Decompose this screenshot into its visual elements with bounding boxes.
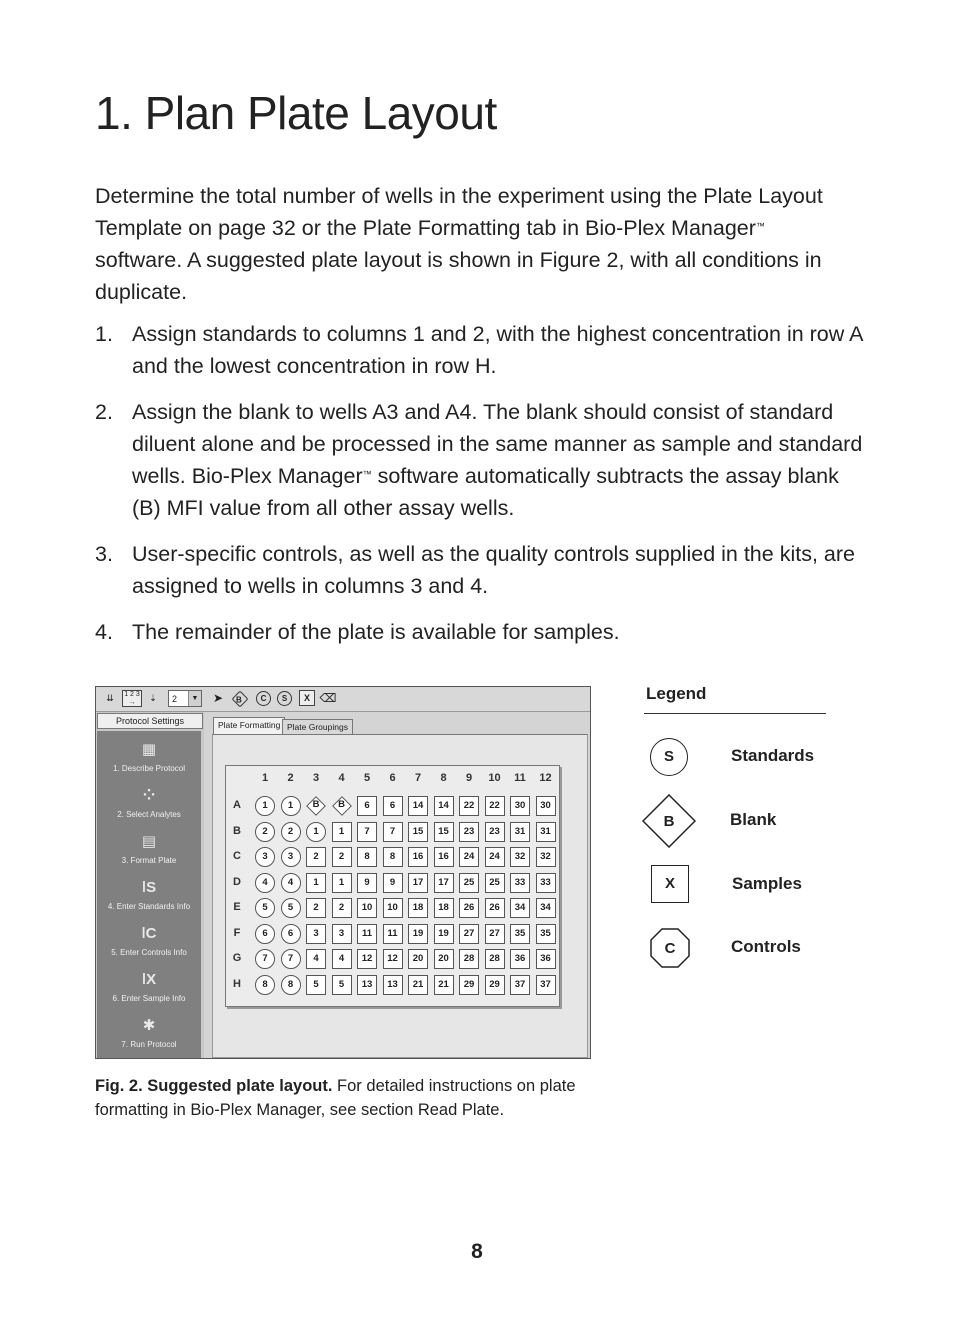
- plate-well[interactable]: 37: [510, 975, 530, 995]
- plate-well[interactable]: 10: [357, 898, 377, 918]
- plate-well[interactable]: 4: [332, 949, 352, 969]
- page-title: 1. Plan Plate Layout: [95, 87, 497, 139]
- plate-well[interactable]: 1: [306, 873, 326, 893]
- control-tool-icon[interactable]: C: [256, 691, 271, 706]
- plate-well[interactable]: 2: [306, 847, 326, 867]
- sample-tool-icon[interactable]: X: [299, 690, 315, 706]
- row-header[interactable]: H: [233, 977, 241, 990]
- fill-direction-label: 1 2 3: [124, 691, 140, 698]
- plate-well[interactable]: 5: [281, 898, 301, 918]
- plate-well[interactable]: 31: [510, 822, 530, 842]
- plate-well[interactable]: [306, 796, 326, 816]
- blank-tool-icon[interactable]: B: [232, 691, 249, 708]
- select-analytes-icon: ⁘: [142, 787, 156, 804]
- software-screenshot: [95, 686, 591, 1059]
- plate-formatting-panel: [212, 734, 588, 1058]
- row-header[interactable]: E: [233, 901, 241, 913]
- legend-label-standards: Standards: [731, 746, 815, 765]
- tab-plate-groupings[interactable]: Plate Groupings: [282, 719, 353, 734]
- tab-plate-formatting[interactable]: Plate Formatting: [213, 717, 285, 735]
- step-text: Assign standards to columns 1 and 2, with the highest concentration in row A and the lowest concentration in row H.: [132, 322, 863, 378]
- blank-symbol-letter: B: [663, 813, 675, 830]
- plate-well[interactable]: 29: [485, 975, 505, 995]
- column-header[interactable]: 12: [539, 772, 552, 784]
- plate-well[interactable]: 19: [408, 924, 428, 944]
- plate-well[interactable]: 3: [332, 924, 352, 944]
- plate-well[interactable]: 12: [357, 949, 377, 969]
- plate-well[interactable]: 2: [306, 898, 326, 918]
- steps-list: [95, 318, 865, 662]
- blank-symbol-icon: [642, 794, 696, 848]
- plate-well[interactable]: 17: [434, 873, 454, 893]
- protocol-steps-panel: [97, 731, 201, 1058]
- plate-well[interactable]: 2: [332, 847, 352, 867]
- plate-well[interactable]: 24: [485, 847, 505, 867]
- format-plate-icon: ▤: [141, 833, 157, 850]
- plate-well[interactable]: 3: [281, 847, 301, 867]
- step-run-protocol[interactable]: ✱ 7. Run Protocol: [97, 1017, 201, 1049]
- describe-protocol-icon: ▦: [141, 741, 157, 758]
- protocol-settings-header[interactable]: Protocol Settings: [97, 713, 203, 729]
- plate-well[interactable]: 8: [357, 847, 377, 867]
- plate-well[interactable]: 6: [281, 924, 301, 944]
- fill-down-icon[interactable]: ⇣: [149, 693, 157, 703]
- row-header[interactable]: C: [233, 850, 241, 862]
- plate-well[interactable]: 1: [332, 873, 352, 893]
- step-enter-standards[interactable]: ǀS 4. Enter Standards Info: [97, 879, 201, 911]
- plate-well[interactable]: 22: [459, 796, 479, 816]
- step-select-analytes[interactable]: ⁘ 2. Select Analytes: [97, 787, 201, 819]
- list-item: [95, 318, 865, 382]
- plate-well[interactable]: 22: [485, 796, 505, 816]
- plate-well[interactable]: 26: [485, 898, 505, 918]
- plate-well[interactable]: 25: [459, 873, 479, 893]
- plate-well[interactable]: 12: [383, 949, 403, 969]
- controls-info-icon: ǀC: [141, 925, 157, 942]
- plate-well[interactable]: 5: [306, 975, 326, 995]
- figure-caption: [95, 1074, 595, 1122]
- chevron-down-icon: ▼: [188, 691, 201, 706]
- column-header[interactable]: 8: [440, 772, 447, 784]
- plate-well[interactable]: 4: [281, 873, 301, 893]
- plate-well[interactable]: 7: [357, 822, 377, 842]
- plate-well[interactable]: 19: [434, 924, 454, 944]
- row-header[interactable]: F: [233, 926, 241, 939]
- intro-paragraph: [95, 180, 855, 308]
- column-header[interactable]: 6: [389, 772, 396, 784]
- plate-well[interactable]: 37: [536, 975, 556, 995]
- plate-well[interactable]: 13: [383, 975, 403, 995]
- column-header[interactable]: 10: [488, 772, 501, 784]
- plate-well[interactable]: 35: [510, 924, 530, 944]
- plate-well[interactable]: 34: [536, 898, 556, 918]
- plate-well[interactable]: 5: [332, 975, 352, 995]
- eraser-icon[interactable]: ⌫: [319, 691, 337, 705]
- step-text-cont: software automatically subtracts the assay blank (B) MFI value from all other assay wells.: [132, 464, 839, 520]
- step-number: 4.: [95, 620, 113, 644]
- well-label: B: [338, 799, 345, 810]
- plate-well[interactable]: 18: [408, 898, 428, 918]
- plate-well[interactable]: 28: [485, 949, 505, 969]
- plate-grid: [225, 765, 560, 1007]
- standards-info-icon: ǀS: [141, 879, 157, 896]
- plate-well[interactable]: 8: [383, 847, 403, 867]
- legend-label-samples: Samples: [732, 874, 802, 893]
- plate-well[interactable]: 29: [459, 975, 479, 995]
- plate-well[interactable]: 2: [332, 898, 352, 918]
- step-format-plate[interactable]: ▤ 3. Format Plate: [97, 833, 201, 865]
- plate-well[interactable]: 20: [434, 949, 454, 969]
- column-header[interactable]: 1: [261, 772, 269, 784]
- legend-title: Legend: [646, 684, 707, 703]
- plate-well[interactable]: 8: [281, 975, 301, 995]
- fill-direction-button[interactable]: 1 2 3 →: [122, 690, 142, 707]
- toolbar: [96, 687, 590, 712]
- list-item: [95, 538, 865, 602]
- intro-text-2: software. A suggested plate layout is shown in Figure 2, with all conditions in duplicate.: [95, 248, 822, 304]
- controls-symbol-letter: C: [664, 940, 676, 957]
- legend-divider: [644, 713, 826, 714]
- run-protocol-icon: ✱: [142, 1017, 156, 1034]
- sample-info-icon: ǀX: [141, 971, 157, 988]
- plate-well[interactable]: 9: [383, 873, 403, 893]
- trademark-mark: ™: [755, 221, 765, 231]
- plate-well[interactable]: 7: [281, 949, 301, 969]
- plate-well[interactable]: 7: [383, 822, 403, 842]
- step-number: 2.: [95, 400, 113, 424]
- column-header[interactable]: 3: [312, 772, 320, 784]
- well-label: B: [312, 799, 320, 810]
- replicate-value: 2: [172, 694, 178, 704]
- replicate-select[interactable]: [168, 690, 202, 707]
- plate-well[interactable]: 32: [510, 847, 530, 867]
- plate-well[interactable]: 17: [408, 873, 428, 893]
- plate-well[interactable]: 4: [306, 949, 326, 969]
- plate-well[interactable]: 26: [459, 898, 479, 918]
- plate-well[interactable]: 16: [408, 847, 428, 867]
- plate-well[interactable]: 16: [434, 847, 454, 867]
- samples-symbol-icon: X: [651, 865, 689, 903]
- plate-well[interactable]: 30: [536, 796, 556, 816]
- list-item: [95, 396, 865, 524]
- plate-well[interactable]: 8: [255, 975, 275, 995]
- plate-well[interactable]: 6: [255, 924, 275, 944]
- plate-well[interactable]: 14: [408, 796, 428, 816]
- plate-well[interactable]: 21: [434, 975, 454, 995]
- plate-well[interactable]: 36: [536, 949, 556, 969]
- row-header[interactable]: A: [233, 799, 241, 811]
- plate-well[interactable]: 14: [434, 796, 454, 816]
- step-enter-sample[interactable]: ǀX 6. Enter Sample Info: [97, 971, 201, 1003]
- plate-well[interactable]: 21: [408, 975, 428, 995]
- plate-well[interactable]: 13: [357, 975, 377, 995]
- step-text: Assign the blank to wells A3 and A4. The blank should consist of standard diluent alone and be processed in the same manner as sample and standard wells. Bio-Plex Manager: [132, 400, 863, 488]
- plate-well[interactable]: 18: [434, 898, 454, 918]
- plate-well[interactable]: 3: [306, 924, 326, 944]
- plate-well[interactable]: 34: [510, 898, 530, 918]
- plate-well[interactable]: 7: [255, 949, 275, 969]
- plate-well[interactable]: 11: [357, 924, 377, 944]
- plate-well[interactable]: 32: [536, 847, 556, 867]
- plate-well[interactable]: 33: [510, 873, 530, 893]
- column-header[interactable]: 7: [414, 772, 422, 784]
- legend-label-blank: Blank: [730, 810, 777, 829]
- page-number: 8: [471, 1240, 483, 1263]
- plate-well[interactable]: 2: [281, 822, 301, 842]
- plate-well[interactable]: 1: [306, 822, 326, 842]
- plate-well[interactable]: 30: [510, 796, 530, 816]
- plate-well[interactable]: 23: [485, 822, 505, 842]
- plate-well[interactable]: [332, 796, 352, 816]
- plate-well[interactable]: 1: [281, 796, 301, 816]
- plate-well[interactable]: 27: [459, 924, 479, 944]
- trademark-mark: ™: [362, 469, 372, 479]
- plate-well[interactable]: 23: [459, 822, 479, 842]
- plate-well[interactable]: 31: [536, 822, 556, 842]
- plate-well[interactable]: 15: [408, 822, 428, 842]
- controls-symbol-icon: [650, 928, 690, 968]
- plate-well[interactable]: 36: [510, 949, 530, 969]
- plate-well[interactable]: 28: [459, 949, 479, 969]
- list-item: [95, 616, 865, 648]
- row-header[interactable]: B: [233, 824, 241, 837]
- plate-well[interactable]: 3: [255, 847, 275, 867]
- protocol-sidebar: [96, 712, 204, 1058]
- plate-well[interactable]: 6: [383, 796, 403, 816]
- plate-main-area: [208, 712, 588, 1058]
- caption-text: For detailed instructions on plate formatting in Bio-Plex Manager, see section Read Plate.: [95, 1077, 576, 1119]
- plate-well[interactable]: 9: [357, 873, 377, 893]
- row-header[interactable]: G: [232, 952, 242, 964]
- row-header[interactable]: D: [233, 875, 241, 888]
- plate-well[interactable]: 15: [434, 822, 454, 842]
- column-header[interactable]: 5: [363, 772, 371, 784]
- sort-wells-icon[interactable]: ⇊: [106, 693, 114, 703]
- plate-well[interactable]: 24: [459, 847, 479, 867]
- plate-well[interactable]: 4: [255, 873, 275, 893]
- standard-tool-icon[interactable]: S: [277, 691, 292, 706]
- plate-well[interactable]: 25: [485, 873, 505, 893]
- step-number: 3.: [95, 542, 113, 566]
- column-header[interactable]: 9: [465, 772, 473, 784]
- caption-bold: Fig. 2. Suggested plate layout.: [95, 1077, 333, 1095]
- plate-well[interactable]: 5: [255, 898, 275, 918]
- step-text: The remainder of the plate is available for samples.: [132, 620, 620, 644]
- plate-well[interactable]: 33: [536, 873, 556, 893]
- intro-text-1: Determine the total number of wells in the experiment using the Plate Layout Template on page 32 or the Plate Formatting tab in Bio-Plex Manager: [95, 184, 823, 240]
- plate-well[interactable]: 20: [408, 949, 428, 969]
- step-enter-controls[interactable]: ǀC 5. Enter Controls Info: [97, 925, 201, 957]
- column-header[interactable]: 11: [514, 772, 526, 784]
- column-header[interactable]: 4: [338, 772, 345, 784]
- step-text: User-specific controls, as well as the quality controls supplied in the kits, are assigned to wells in columns 3 and 4.: [132, 542, 855, 598]
- plate-well[interactable]: 1: [255, 796, 275, 816]
- column-header[interactable]: 2: [287, 772, 294, 784]
- step-number: 1.: [95, 322, 113, 346]
- legend-label-controls: Controls: [731, 937, 801, 956]
- step-describe-protocol[interactable]: ▦ 1. Describe Protocol: [97, 741, 201, 773]
- plate-well[interactable]: 1: [332, 822, 352, 842]
- standards-symbol-icon: S: [650, 738, 688, 776]
- plate-well[interactable]: 10: [383, 898, 403, 918]
- plate-well[interactable]: 6: [357, 796, 377, 816]
- plate-well[interactable]: 11: [383, 924, 403, 944]
- plate-well[interactable]: 2: [255, 822, 275, 842]
- plate-well[interactable]: 35: [536, 924, 556, 944]
- pointer-icon[interactable]: ➤: [212, 691, 224, 705]
- plate-well[interactable]: 27: [485, 924, 505, 944]
